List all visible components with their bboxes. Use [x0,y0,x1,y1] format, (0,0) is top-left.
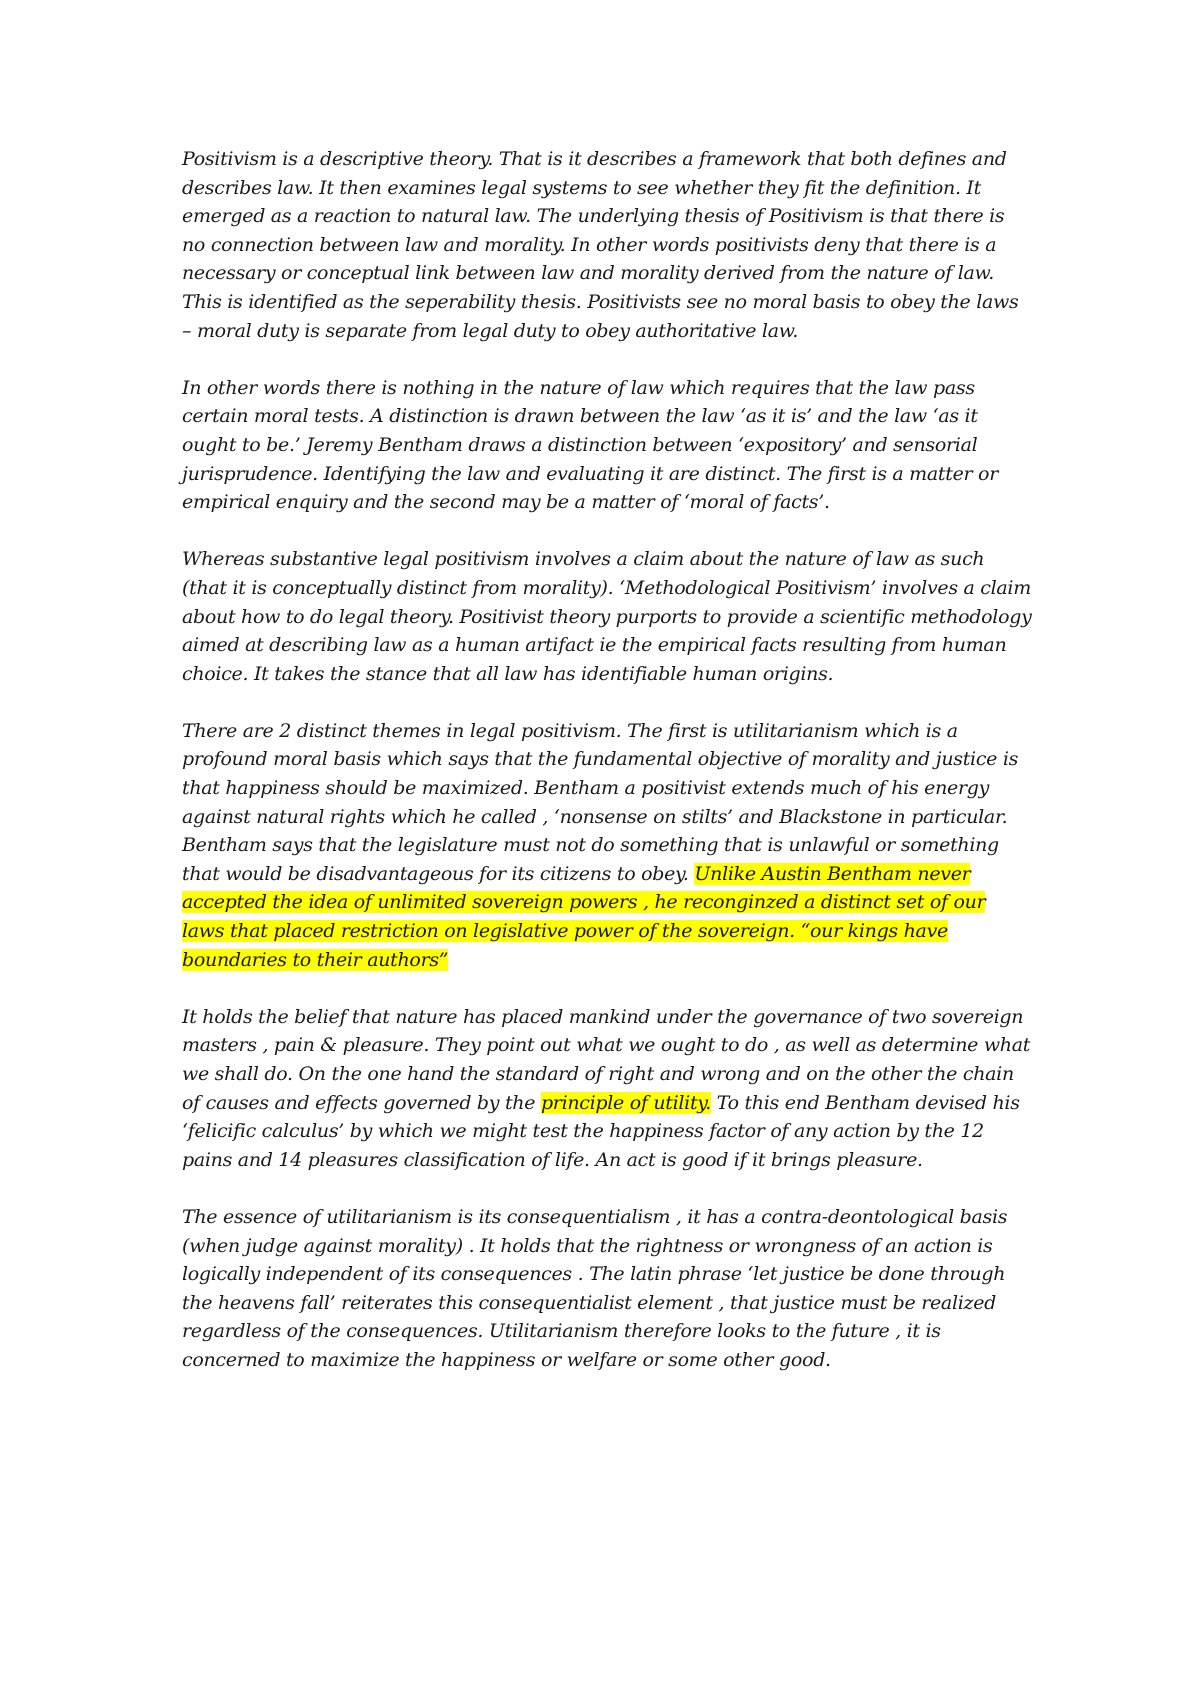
paragraph-text: The essence of utilitarianism is its consequentialism , it has a contra-deontological basis (when judge against morality) . It holds that the rightness or wrongness of an action is logically independent of its consequences . The latin phrase ‘let justice be done through the heavens fall’ reiterates this consequentialist element , that justice must be realized regardless of the consequences. Utilitarianism therefore looks to the future , it is concerned to maximize the happiness or welfare or some other good. [182,1205,1008,1371]
paragraph-text: Positivism is a descriptive theory. That is it describes a framework that both defines and describes law. It then examines legal systems to see whether they fit the definition. It emerged as a reaction to natural law. The underlying thesis of Positivism is that there is no connection between law and morality. In other words positivists deny that there is a necessary or conceptual link between law and morality derived from the nature of law. This is identified as the seperability thesis. Positivists see no moral basis to obey the laws – moral duty is separate from legal duty to obey authoritative law. [182,148,1019,342]
highlighted-text: principle of utility. [540,1091,711,1114]
paragraph-5 [182,1003,1032,1175]
paragraph-1 [182,145,1032,345]
paragraph-text: It holds the belief that nature has placed mankind under the governance of two sovereign masters , pain & pleasure. They point out what we ought to do , as well as determine what we shall do. On the one hand the standard of right and wrong and on the other the chain of causes and effects governed by the [182,1005,1031,1114]
paragraph-6 [182,1203,1032,1375]
highlighted-text: Unlike Austin Bentham never accepted the idea of unlimited sovereign powers , he reconginzed a distinct set of our laws that placed restriction on legislative power of the sovereign. “our kings have boundaries to their authors” [182,862,986,971]
paragraph-text: There are 2 distinct themes in legal positivism. The first is utilitarianism which is a profound moral basis which says that the fundamental objective of morality and justice is that happiness should be maximized. Bentham a positivist extends much of his energy against natural rights which he called , ‘nonsense on stilts’ and Blackstone in particular. Bentham says that the legislature must not do something that is unlawful or something that would be disadvantageous for its citizens to obey. [182,719,1019,885]
paragraph-text: To this end Bentham devised his ‘felicific calculus’ by which we might test the happiness factor of any action by the 12 pains and 14 pleasures classification of life. An act is good if it brings pleasure. [182,1091,1020,1171]
document-body [182,145,1032,1403]
paragraph-2 [182,374,1032,517]
paragraph-text: Whereas substantive legal positivism involves a claim about the nature of law as such (that it is conceptually distinct from morality). ‘Methodological Positivism’ involves a claim about how to do legal theory. Positivist theory purports to provide a scientific methodology aimed at describing law as a human artifact ie the empirical facts resulting from human choice. It takes the stance that all law has identifiable human origins. [182,548,1032,685]
paragraph-3 [182,545,1032,688]
paragraph-text: In other words there is nothing in the nature of law which requires that the law pass certain moral tests. A distinction is drawn between the law ‘as it is’ and the law ‘as it ought to be.’ Jeremy Bentham draws a distinction between ‘expository’ and sensorial jurisprudence. Identifying the law and evaluating it are distinct. The first is a matter or empirical enquiry and the second may be a matter of ‘moral of facts’. [182,376,998,514]
paragraph-4 [182,717,1032,974]
